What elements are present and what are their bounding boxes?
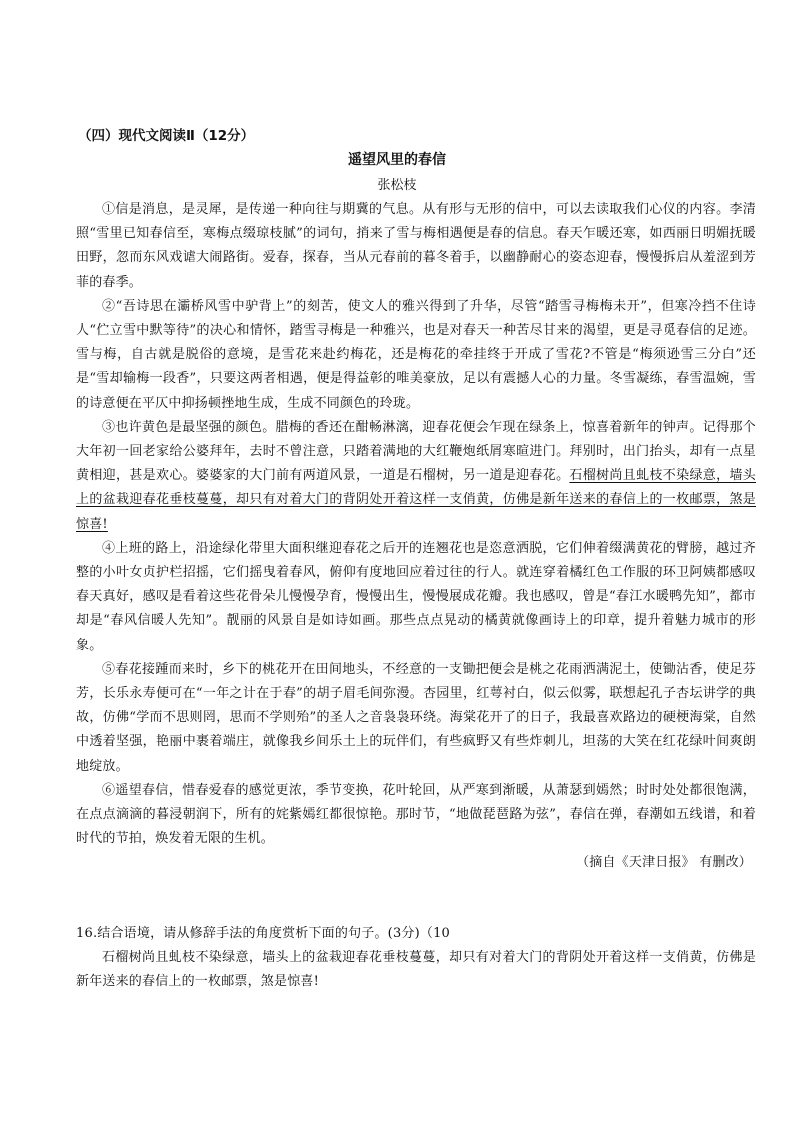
paragraph-6: ⑥遥望春信，惜春爱春的感觉更浓，季节变换，花叶轮回，从严寒到渐暖，从萧瑟到嫣然；时时处处都很饱满，在点点滴滴的暮浸朝润下，所有的姹紫嫣红都很惊艳。那时节，“地做琵琶路为弦”，春信在弹，春潮如五线谱，和着时代的节拍，焕发着无限的生机。 — [76, 782, 756, 847]
question-16 — [76, 922, 756, 995]
underlined-sentence: 石榴树尚且虬枝不染绿意，墙头上的盆栽迎春花垂枝蔓蔓，却只有对着大门的背阴处开着这样一支俏黄，仿佛是新年送来的春信上的一枚邮票，煞是惊喜! — [76, 468, 756, 532]
article-source: （摘自《天津日报》 有删改） — [576, 855, 752, 871]
paragraph-1: ①信是消息，是灵犀，是传递一种向往与期冀的气息。从有形与无形的信中，可以去读取我们心仪的内容。李清照“雪里已知春信至，寒梅点缀琼枝腻”的词句，捎来了雪与梅相遇便是春的信息。春天乍暖还寒，如西丽日明媚抚暖田野，忽而东风戏谑大闹路街。爱春，探春，当从元春前的暮冬着手，以幽静耐心的姿态迎春，慢慢拆启从羞涩到芳菲的春季。 — [76, 202, 756, 290]
section-heading: （四）现代文阅读Ⅱ（12分） — [78, 128, 255, 144]
article-title: 遥望风里的春信 — [348, 152, 446, 168]
article-author: 张松枝 — [377, 178, 417, 193]
paragraph-5: ⑤春花接踵而来时，乡下的桃花开在田间地头，不经意的一支锄把便会是桃之花雨洒满泥土，使锄沾香，使足芬芳，长乐永寿便可在“一年之计在于春”的胡子眉毛间弥漫。杏园里，红萼衬白，似云似雾，联想起孔子杏坛讲学的典故，仿佛“学而不思则罔，思而不学则殆”的圣人之音袅袅环绕。海棠花开了的日子，我最喜欢路边的硬梗海棠，自然中透着坚强，艳丽中裹着端庄，就像我乡间乐土上的玩伴们，有些疯野又有些炸刺儿，坦荡的大笑在红花绿叶间爽朗地绽放。 — [76, 661, 756, 774]
article-body — [76, 198, 756, 876]
question-prompt: 16.结合语境，请从修辞手法的角度赏析下面的句子。(3分)（10 — [76, 926, 451, 941]
paragraph-3 — [76, 416, 756, 537]
paragraph-2: ②“吾诗思在灞桥风雪中驴背上”的刻苦，使文人的雅兴得到了升华，尽管“踏雪寻梅梅未开”，但寒冷挡不住诗人“伫立雪中默等待”的决心和情怀，踏雪寻梅是一种雅兴，也是对春天一种苦尽甘来的渴望，更是寻觅春信的足迹。雪与梅，自古就是脱俗的意境，是雪花来赴约梅花，还是梅花的牵挂终于开成了雪花?不管是“梅须逊雪三分白”还是“雪却输梅一段香”，只要这两者相遇，便是得益彰的唯美豪放，足以有震撼人心的力量。冬雪凝练，春雪温婉，雪的诗意便在平仄中抑扬顿挫地生成，生成不同颜色的玲珑。 — [76, 298, 756, 411]
paragraph-4: ④上班的路上，沿途绿化带里大面积继迎春花之后开的连翘花也是恣意洒脱，它们伸着缀满黄花的臂膀，越过齐整的小叶女贞护栏招摇，它们摇曳着春风，俯仰有度地回应着过往的行人。就连穿着橘红色工作服的环卫阿姨都感叹春天真好，感叹是看着这些花骨朵儿慢慢孕育，慢慢出生，慢慢展成花瓣。我也感叹，曾是“春江水暖鸭先知”，都市却是“春风信暖人先知”。靓丽的风景自是如诗如画。那些点点晃动的橘黄就像画诗上的印章，提升着魅力城市的形象。 — [76, 540, 756, 653]
question-quote: 石榴树尚且虬枝不染绿意，墙头上的盆栽迎春花垂枝蔓蔓，却只有对着大门的背阴处开着这样一支俏黄，仿佛是新年送来的春信上的一枚邮票，煞是惊喜! — [76, 950, 756, 990]
paragraph-3-text: ③也许黄色是最坚强的颜色。腊梅的香还在酣畅淋漓，迎春花便会乍现在绿条上，惊喜着新年的钟声。记得那个大年初一回老家给公婆拜年，去时不曾注意，只踏着满地的大红鞭炮纸屑寒暄进门。拜别时，出门抬头，却有一点星黄相迎，甚是欢心。婆婆家的大门前有两道风景，一道是石榴树，另一道是迎春花。 — [76, 419, 756, 484]
